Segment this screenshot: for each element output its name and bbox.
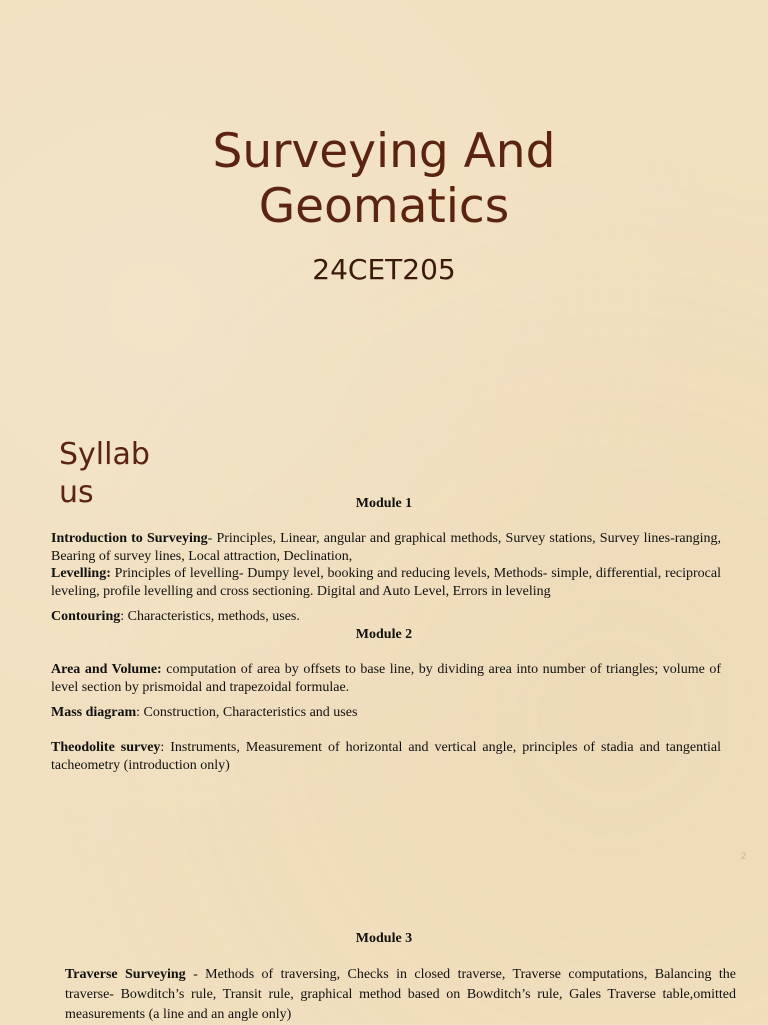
module-1-intro: [51, 530, 721, 600]
module-1-contouring: [51, 608, 721, 626]
module-2-mass: [51, 704, 721, 722]
area-term: Area and Volume:: [51, 662, 162, 677]
mass-text: : Construction, Characteristics and uses: [136, 705, 358, 720]
course-code: 24CET205: [312, 253, 456, 286]
slide-title-line1: Surveying And: [212, 124, 556, 179]
page-number: 2: [741, 851, 747, 861]
intro-term: Introduction to Surveying: [51, 531, 208, 546]
module-2-theodolite: [51, 739, 721, 774]
syllabus-heading-line1: Syllab: [59, 437, 150, 472]
module-1-heading: Module 1: [355, 496, 413, 511]
theodolite-term: Theodolite survey: [51, 740, 161, 755]
module-2-area: [51, 661, 721, 696]
slide-title-line2: Geomatics: [258, 179, 510, 234]
syllabus-heading-line2: us: [59, 475, 94, 510]
traverse-text: - Methods of traversing, Checks in closed traverse, Traverse computations, Balancing the traverse- Bowditch’s rule, Transit rule, graphical method based on Bowditch’s rule, Gales Traverse table,omitted measurements (a line and an angle only): [65, 967, 736, 1022]
module-2-heading: Module 2: [355, 627, 413, 642]
contouring-term: Contouring: [51, 609, 121, 624]
module-3-traverse: [65, 965, 736, 1025]
levelling-text: Principles of levelling- Dumpy level, booking and reducing levels, Methods- simple, differential, reciprocal leveling, profile levelling and cross sectioning. Digital and Auto Level, Errors in leveling: [51, 566, 721, 599]
theodolite-text: : Instruments, Measurement of horizontal and vertical angle, principles of stadia and tangential tacheometry (introduction only): [51, 740, 721, 773]
mass-term: Mass diagram: [51, 705, 137, 720]
contouring-text: : Characteristics, methods, uses.: [120, 609, 300, 624]
module-3-heading: Module 3: [355, 931, 413, 946]
traverse-term: Traverse Surveying: [65, 967, 186, 982]
intro-text: - Principles, Linear, angular and graphical methods, Survey stations, Survey lines-ranging, Bearing of survey lines, Local attraction, Declination,: [51, 531, 721, 564]
levelling-term: Levelling:: [51, 566, 111, 581]
area-text: computation of area by offsets to base line, by dividing area into number of triangles; volume of level section by prismoidal and trapezoidal formulae.: [51, 662, 721, 695]
